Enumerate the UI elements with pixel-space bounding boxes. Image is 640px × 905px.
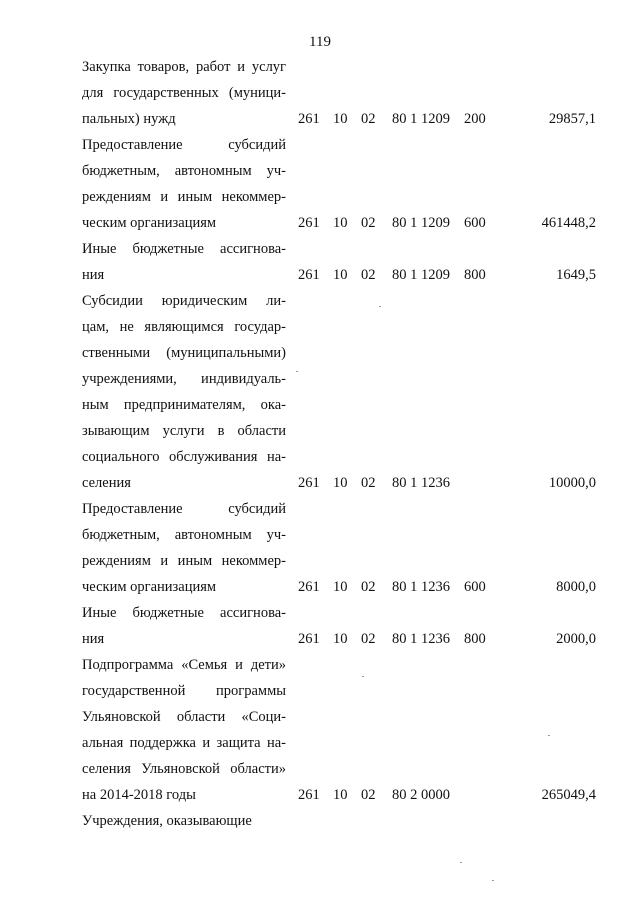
cell-target-article: 80 1 1209 (392, 267, 450, 283)
scan-speck (492, 880, 494, 881)
description-line: для государственных (муници- (82, 85, 286, 101)
budget-table (0, 54, 640, 834)
description-line: государственной программы (82, 683, 286, 699)
cell-section: 10 (333, 631, 348, 647)
cell-subsection: 02 (361, 579, 376, 595)
scan-speck (460, 862, 462, 863)
cell-expense-type: 600 (464, 579, 486, 595)
cell-section: 10 (333, 475, 348, 491)
description-line: Подпрограмма «Семья и дети» (82, 657, 286, 673)
scan-speck (362, 676, 364, 677)
description-line: реждениям и иным некоммер- (82, 553, 286, 569)
cell-admin-code: 261 (298, 475, 320, 491)
cell-section: 10 (333, 267, 348, 283)
description-line: цам, не являющимся государ- (82, 319, 286, 335)
row-description (82, 600, 286, 652)
cell-subsection: 02 (361, 267, 376, 283)
table-row (0, 54, 640, 132)
cell-admin-code: 261 (298, 787, 320, 803)
row-description (82, 236, 286, 288)
cell-expense-type: 200 (464, 111, 486, 127)
row-description (82, 132, 286, 236)
cell-admin-code: 261 (298, 215, 320, 231)
cell-amount: 10000,0 (548, 475, 596, 491)
description-line: Закупка товаров, работ и услуг (82, 59, 286, 75)
scan-speck (548, 735, 550, 736)
description-line: ния (82, 631, 105, 647)
cell-amount: 265049,4 (541, 787, 596, 803)
description-line: пальных) нужд (82, 111, 176, 127)
description-line: бюджетным, автономным уч- (82, 527, 286, 543)
scan-speck (379, 306, 381, 307)
description-line: учреждениями, индивидуаль- (82, 371, 286, 387)
scan-speck (296, 371, 298, 372)
row-description (82, 808, 286, 834)
row-description (82, 54, 286, 132)
cell-target-article: 80 1 1236 (392, 631, 450, 647)
table-row (0, 236, 640, 288)
cell-amount: 29857,1 (548, 111, 596, 127)
cell-target-article: 80 1 1236 (392, 475, 450, 491)
cell-expense-type: 800 (464, 631, 486, 647)
description-line: Предоставление субсидий (82, 137, 286, 153)
table-row (0, 600, 640, 652)
row-description (82, 288, 286, 496)
cell-target-article: 80 2 0000 (392, 787, 450, 803)
cell-amount: 8000,0 (556, 579, 596, 595)
table-row (0, 496, 640, 600)
description-line: Иные бюджетные ассигнова- (82, 241, 286, 257)
cell-admin-code: 261 (298, 579, 320, 595)
description-line: Предоставление субсидий (82, 501, 286, 517)
description-line: на 2014-2018 годы (82, 787, 196, 803)
description-line: альная поддержка и защита на- (82, 735, 286, 751)
cell-target-article: 80 1 1236 (392, 579, 450, 595)
description-line: социального обслуживания на- (82, 449, 286, 465)
cell-expense-type: 800 (464, 267, 486, 283)
cell-amount: 1649,5 (556, 267, 596, 283)
page-number: 119 (309, 34, 331, 50)
description-line: бюджетным, автономным уч- (82, 163, 286, 179)
cell-subsection: 02 (361, 215, 376, 231)
description-line: Иные бюджетные ассигнова- (82, 605, 286, 621)
description-line: селения (82, 475, 131, 491)
table-row (0, 288, 640, 496)
row-description (82, 652, 286, 808)
cell-amount: 461448,2 (541, 215, 596, 231)
cell-subsection: 02 (361, 111, 376, 127)
cell-admin-code: 261 (298, 267, 320, 283)
description-line: ным предпринимателям, ока- (82, 397, 286, 413)
description-line: зывающим услуги в области (82, 423, 286, 439)
cell-section: 10 (333, 787, 348, 803)
cell-admin-code: 261 (298, 631, 320, 647)
description-line: Ульяновской области «Соци- (82, 709, 286, 725)
cell-admin-code: 261 (298, 111, 320, 127)
description-line: ческим организациям (82, 579, 217, 595)
cell-subsection: 02 (361, 475, 376, 491)
description-line: ческим организациям (82, 215, 217, 231)
description-line: реждениям и иным некоммер- (82, 189, 286, 205)
cell-section: 10 (333, 215, 348, 231)
description-line: селения Ульяновской области» (82, 761, 286, 777)
cell-target-article: 80 1 1209 (392, 111, 450, 127)
description-line: ния (82, 267, 105, 283)
cell-subsection: 02 (361, 631, 376, 647)
cell-subsection: 02 (361, 787, 376, 803)
description-line: Субсидии юридическим ли- (82, 293, 286, 309)
table-row (0, 808, 640, 834)
row-description (82, 496, 286, 600)
description-line: Учреждения, оказывающие (82, 813, 252, 829)
cell-target-article: 80 1 1209 (392, 215, 450, 231)
table-row (0, 132, 640, 236)
cell-section: 10 (333, 579, 348, 595)
table-row (0, 652, 640, 808)
cell-expense-type: 600 (464, 215, 486, 231)
cell-amount: 2000,0 (556, 631, 596, 647)
cell-section: 10 (333, 111, 348, 127)
description-line: ственными (муниципальными) (82, 345, 286, 361)
